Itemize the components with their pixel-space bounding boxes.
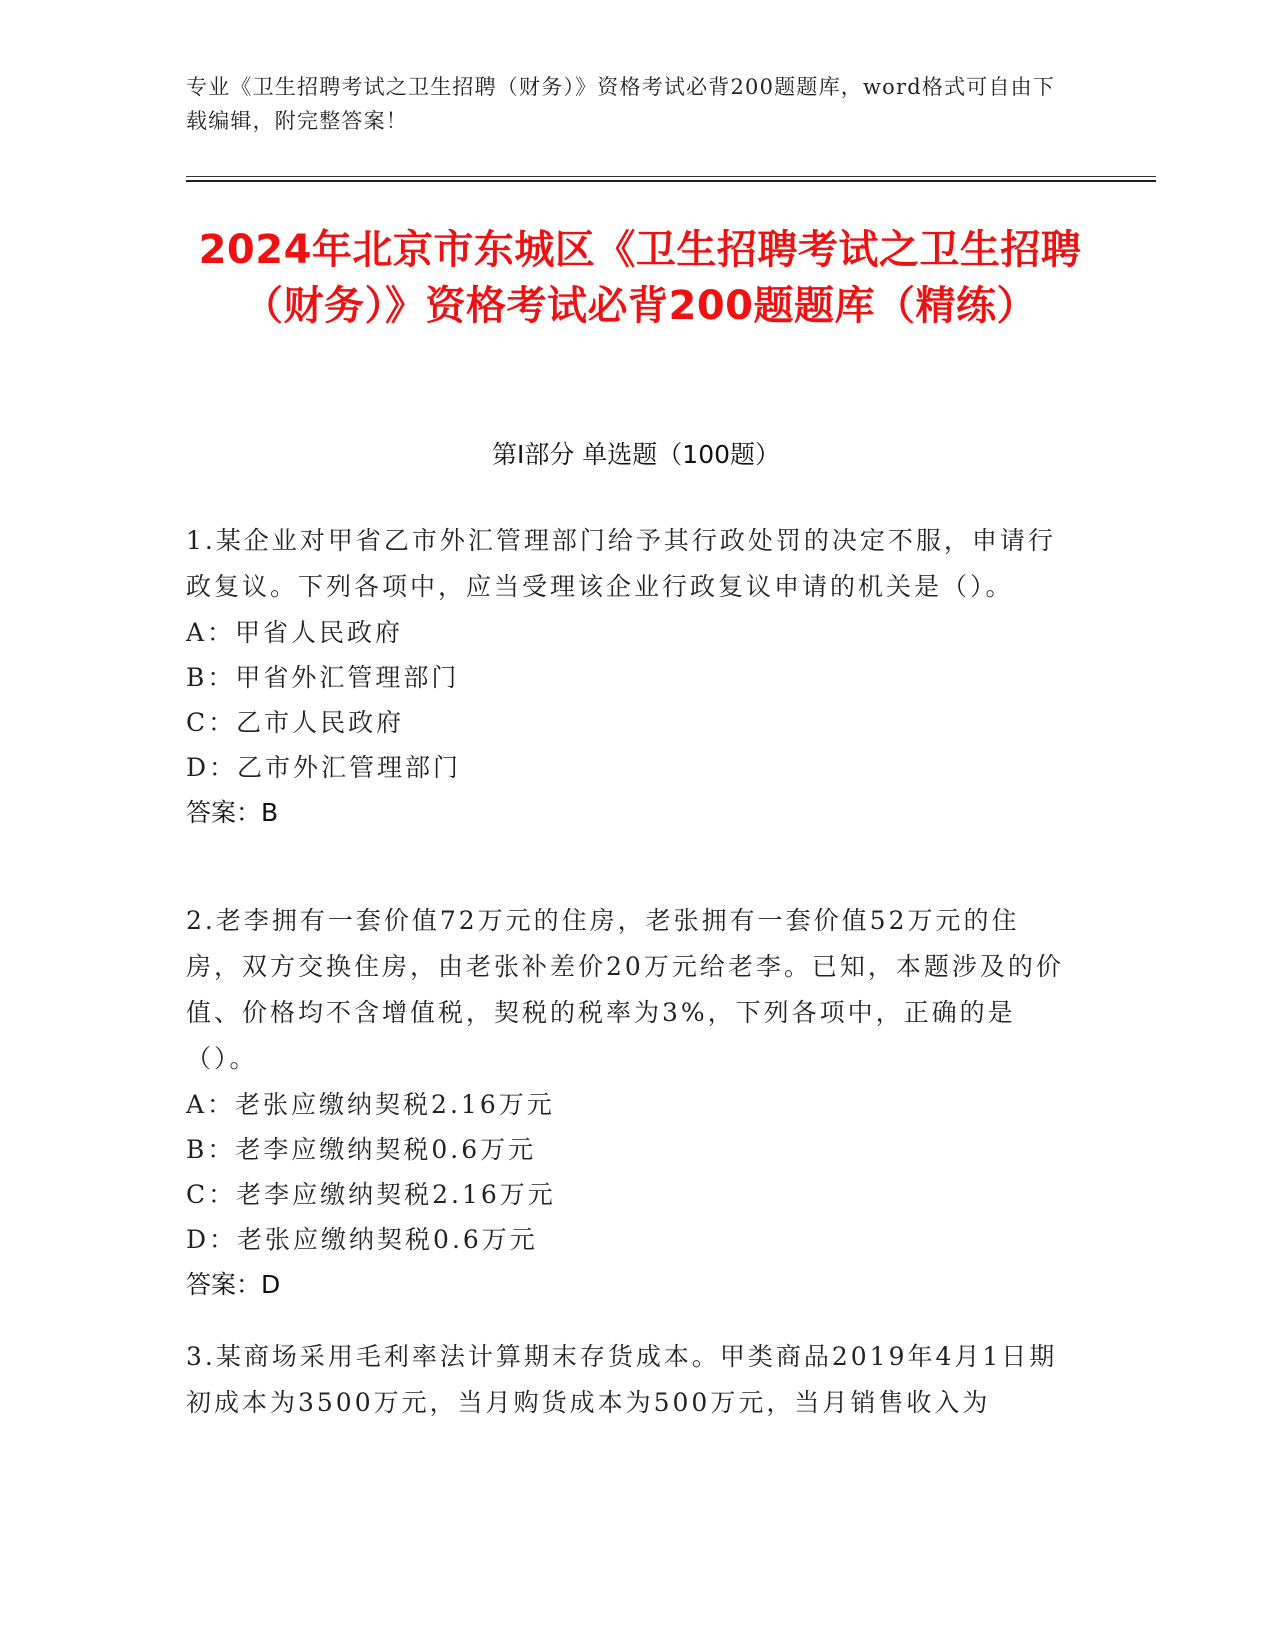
option-b: B：甲省外汇管理部门 [186, 663, 460, 692]
header-note: 专业《卫生招聘考试之卫生招聘（财务）》资格考试必背200题题库，word格式可自由下载编辑，附完整答案！ [186, 75, 1056, 133]
question-3 [186, 1334, 1066, 1426]
answer: 答案：B [186, 798, 279, 827]
question-2 [186, 898, 1066, 1308]
option-d: D：乙市外汇管理部门 [186, 753, 462, 782]
question-stem: 3.某商场采用毛利率法计算期末存货成本。甲类商品2019年4月1日期初成本为3500万元，当月购货成本为500万元，当月销售收入为 [186, 1342, 1058, 1417]
answer: 答案：D [186, 1270, 281, 1299]
option-d: D：老张应缴纳契税0.6万元 [186, 1225, 538, 1254]
option-b: B：老李应缴纳契税0.6万元 [186, 1135, 537, 1164]
option-a: A：甲省人民政府 [186, 618, 404, 647]
question-1 [186, 518, 1066, 836]
question-stem: 2.老李拥有一套价值72万元的住房，老张拥有一套价值52万元的住房，双方交换住房，由老张补差价20万元给老李。已知，本题涉及的价值、价格均不含增值税，契税的税率为3%，下列各项中，正确的是（）。 [186, 906, 1064, 1073]
option-c: C：乙市人民政府 [186, 708, 405, 737]
option-a: A：老张应缴纳契税2.16万元 [186, 1090, 555, 1119]
question-stem: 1.某企业对甲省乙市外汇管理部门给予其行政处罚的决定不服，申请行政复议。下列各项中，应当受理该企业行政复议申请的机关是（）。 [186, 526, 1056, 601]
header-divider-thick [186, 180, 1156, 182]
document-title: 2024年北京市东城区《卫生招聘考试之卫生招聘（财务）》资格考试必背200题题库（精练） [198, 227, 1082, 329]
header-divider-thin [186, 176, 1156, 177]
section-title: 第I部分 单选题（100题） [491, 440, 781, 469]
option-c: C：老李应缴纳契税2.16万元 [186, 1180, 556, 1209]
